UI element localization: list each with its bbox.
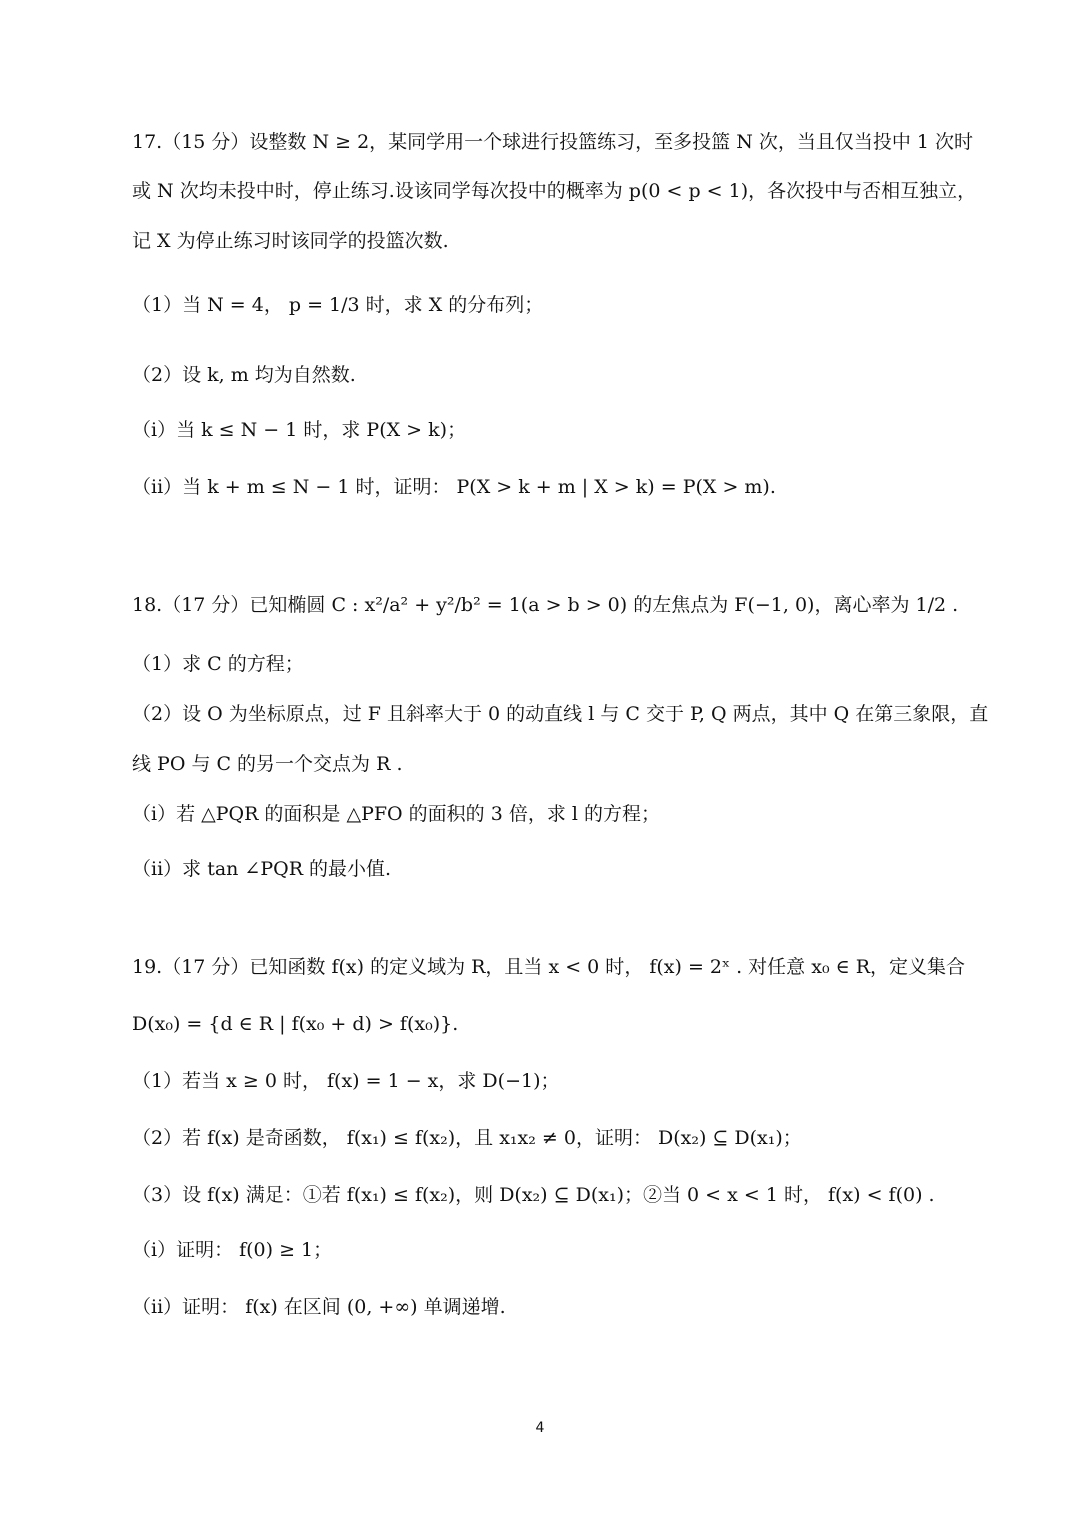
problem-18-part-2-cont: 线 PO 与 C 的另一个交点为 R . (132, 753, 403, 775)
problem-18-line-1: 18.（17 分）已知椭圆 C : x²/a² + y²/b² = 1(a > b > 0) 的左焦点为 F(−1, 0)，离心率为 1/2 . (132, 594, 959, 616)
problem-18-part-2: （2）设 O 为坐标原点，过 F 且斜率大于 0 的动直线 l 与 C 交于 P, Q 两点，其中 Q 在第三象限，直 (132, 703, 989, 725)
problem-19-line-2: D(x₀) = {d ∈ R | f(x₀ + d) > f(x₀)}. (132, 1013, 459, 1035)
problem-19-line-1: 19.（17 分）已知函数 f(x) 的定义域为 R，且当 x < 0 时， f(x) = 2ˣ . 对任意 x₀ ∈ R，定义集合 (132, 956, 966, 978)
problem-17-part-2-i: （i）当 k ≤ N − 1 时，求 P(X > k)； (132, 419, 467, 441)
problem-18-part-1: （1）求 C 的方程； (132, 653, 304, 675)
problem-19-part-3-ii: （ii）证明： f(x) 在区间 (0, +∞) 单调递增. (132, 1296, 506, 1318)
problem-19-part-2: （2）若 f(x) 是奇函数， f(x₁) ≤ f(x₂)，且 x₁x₂ ≠ 0，证明： D(x₂) ⊆ D(x₁)； (132, 1127, 802, 1149)
problem-17-part-1: （1）当 N = 4， p = 1/3 时，求 X 的分布列； (132, 294, 544, 316)
problem-17-part-2: （2）设 k, m 均为自然数. (132, 364, 356, 386)
problem-17-line-3: 记 X 为停止练习时该同学的投篮次数. (132, 230, 449, 252)
problem-17-line-1: 17.（15 分）设整数 N ≥ 2，某同学用一个球进行投篮练习，至多投篮 N 次，当且仅当投中 1 次时 (132, 131, 974, 153)
problem-17-part-2-ii: （ii）当 k + m ≤ N − 1 时，证明： P(X > k + m | X > k) = P(X > m). (132, 476, 776, 498)
problem-19-part-3: （3）设 f(x) 满足：①若 f(x₁) ≤ f(x₂)，则 D(x₂) ⊆ D(x₁)；②当 0 < x < 1 时， f(x) < f(0) . (132, 1184, 935, 1206)
problem-17-line-2: 或 N 次均未投中时，停止练习.设该同学每次投中的概率为 p(0 < p < 1)，各次投中与否相互独立， (132, 180, 977, 202)
problem-19-part-1: （1）若当 x ≥ 0 时， f(x) = 1 − x，求 D(−1)； (132, 1070, 560, 1092)
page-number: 4 (535, 1420, 545, 1436)
problem-18-part-2-i: （i）若 △PQR 的面积是 △PFO 的面积的 3 倍，求 l 的方程； (132, 803, 660, 825)
problem-18-part-2-ii: （ii）求 tan ∠PQR 的最小值. (132, 858, 392, 880)
problem-19-part-3-i: （i）证明： f(0) ≥ 1； (132, 1239, 333, 1261)
